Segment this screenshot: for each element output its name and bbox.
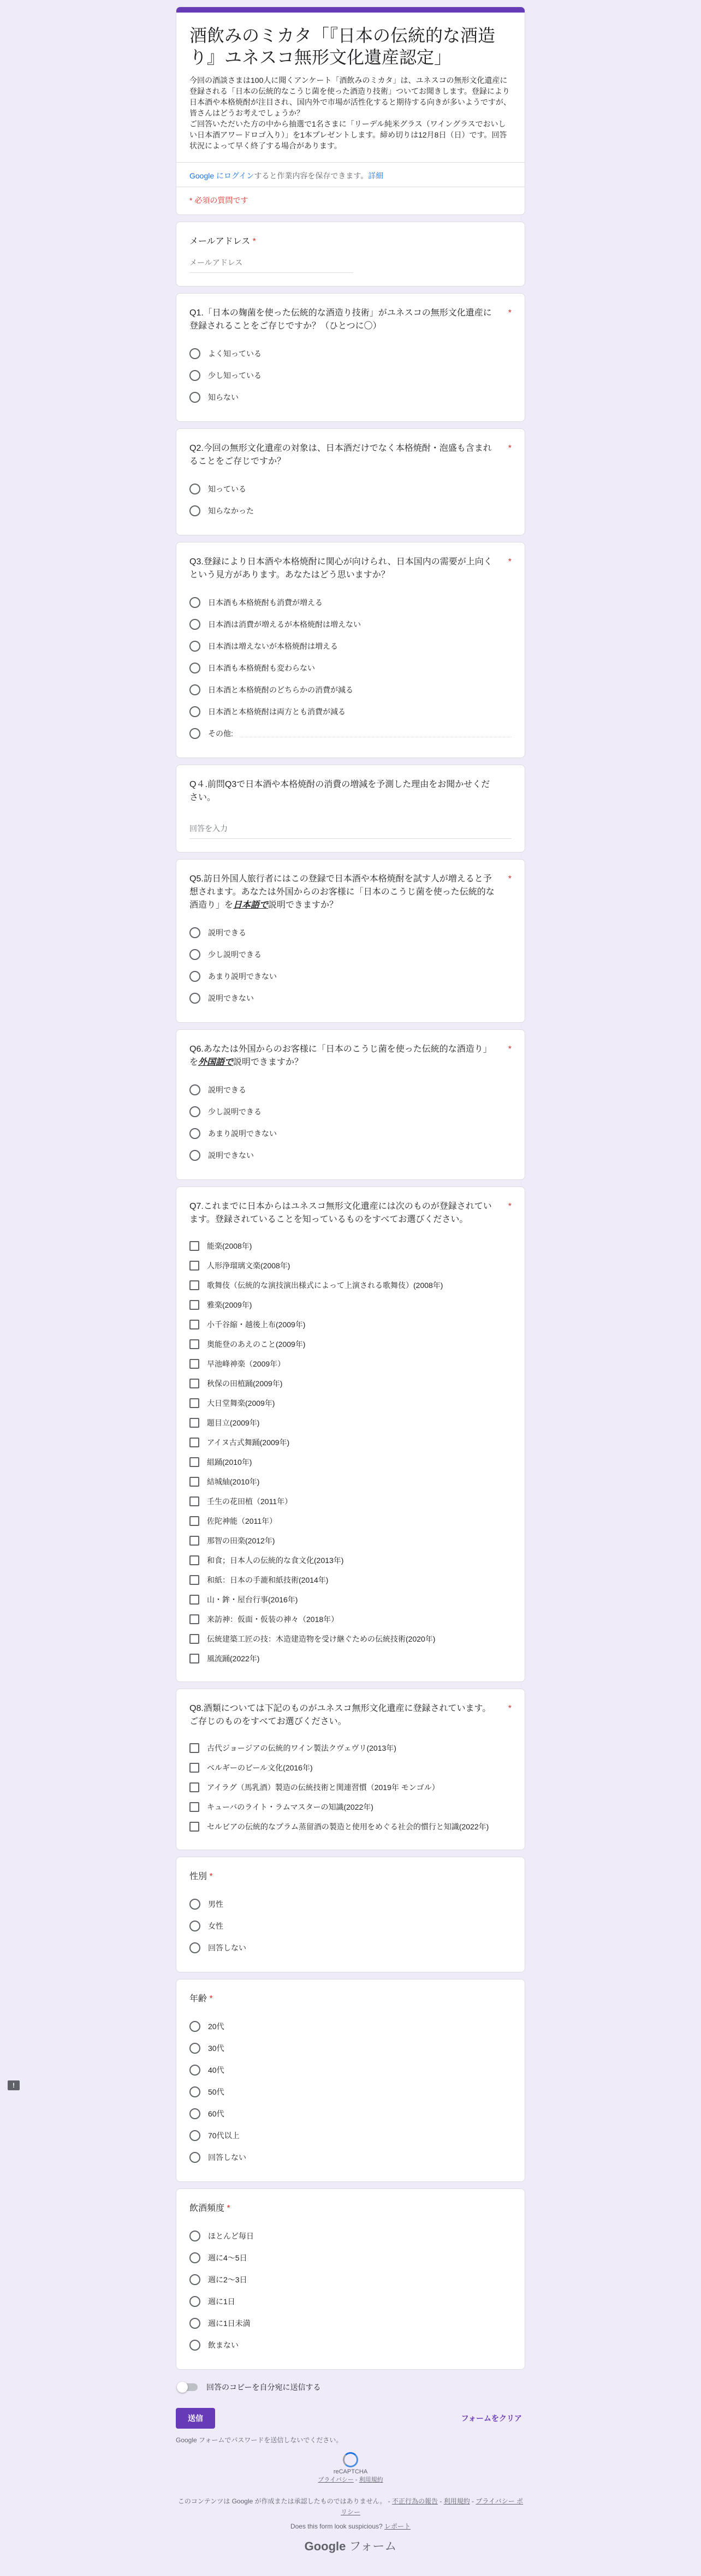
option-label: 女性 (208, 1922, 223, 1930)
option-label: よく知っている (208, 349, 262, 358)
checkbox[interactable] (189, 1261, 199, 1271)
radio-option[interactable] (189, 1101, 512, 1123)
suspicious-text: Does this form look suspicious? (290, 2523, 385, 2530)
checkbox-option[interactable] (189, 1295, 512, 1315)
option-label: 50代 (208, 2088, 224, 2096)
feedback-icon[interactable]: ! (8, 2080, 20, 2090)
question-title-post: 説明できますか？ (268, 901, 338, 910)
question-title: 飲酒頻度 (189, 2204, 225, 2213)
question-title: Q2.今回の無形文化遺産の対象は、日本酒だけでなく本格焼酎・泡盛も含まれることをご存じですか？ (189, 444, 492, 466)
option-label: 説明できない (208, 994, 254, 1003)
option-label: その他: (208, 729, 233, 738)
checkbox-option[interactable] (189, 1629, 512, 1649)
checkbox[interactable] (189, 1516, 199, 1526)
question-card-gender (176, 1857, 525, 1972)
radio-option[interactable] (189, 365, 512, 386)
checkbox[interactable] (189, 1614, 199, 1624)
radio-button[interactable] (189, 641, 200, 652)
checkbox[interactable] (189, 1438, 199, 1447)
option-label: 小千谷縮・越後上布(2009年) (207, 1320, 306, 1329)
checkbox[interactable] (189, 1477, 199, 1487)
radio-button[interactable] (189, 1084, 200, 1095)
login-link[interactable]: Google にログイン (189, 171, 254, 180)
checkbox[interactable] (189, 1398, 199, 1408)
option-label: 飲まない (208, 2341, 239, 2350)
option-label: 人形浄瑠璃文楽(2008年) (207, 1261, 290, 1270)
option-label: 題目立(2009年) (207, 1418, 260, 1427)
login-row (176, 163, 525, 187)
checkbox-option[interactable] (189, 1649, 512, 1668)
submit-row (176, 2408, 525, 2429)
option-label: 週に1日未満 (208, 2319, 251, 2328)
question-card-q1 (176, 293, 525, 422)
question-title-emphasis: 外国語で (198, 1058, 234, 1067)
option-label: 壬生の花田植（2011年） (207, 1497, 293, 1506)
question-card-q4 (176, 765, 525, 852)
required-star: * (508, 308, 512, 318)
radio-option[interactable] (189, 701, 512, 723)
radio-button[interactable] (189, 2108, 200, 2119)
email-card (176, 222, 525, 287)
option-label: 大日堂舞楽(2009年) (207, 1399, 275, 1408)
recaptcha-privacy-link[interactable]: プライバシー (318, 2477, 354, 2483)
radio-option[interactable] (189, 922, 512, 944)
email-title: メールアドレス (189, 237, 251, 246)
option-label: 日本酒と本格焼酎のどちらかの消費が減る (208, 685, 353, 694)
disclaimer-text: このコンテンツは Google が作成または承認したものではありません。 - (177, 2497, 393, 2505)
option-label: 能楽(2008年) (207, 1242, 252, 1250)
option-label: 回答しない (208, 2153, 246, 2162)
option-label: ほとんど毎日 (208, 2232, 254, 2240)
checkbox-option[interactable] (189, 1433, 512, 1452)
radio-button[interactable] (189, 1942, 200, 1953)
radio-button[interactable] (189, 392, 200, 403)
radio-option[interactable] (189, 2291, 512, 2312)
radio-button[interactable] (189, 993, 200, 1004)
radio-button[interactable] (189, 2086, 200, 2097)
checkbox[interactable] (189, 1743, 199, 1753)
separator: - (353, 2477, 359, 2483)
checkbox-option[interactable] (189, 1797, 512, 1817)
checkbox-option[interactable] (189, 1275, 512, 1295)
radio-option[interactable] (189, 657, 512, 679)
submit-button[interactable]: 送信 (176, 2408, 215, 2429)
option-label: 知らない (208, 393, 239, 402)
report-link[interactable]: レポート (384, 2523, 411, 2530)
checkbox-option[interactable] (189, 1817, 512, 1836)
radio-option[interactable] (189, 1079, 512, 1101)
send-copy-toggle[interactable] (178, 2383, 198, 2391)
option-label: 週に1日 (208, 2297, 235, 2306)
checkbox[interactable] (189, 1555, 199, 1565)
separator: - (438, 2497, 444, 2505)
checkbox-option[interactable] (189, 1452, 512, 1472)
checkbox-option[interactable] (189, 1393, 512, 1413)
send-copy-row[interactable] (176, 2376, 525, 2398)
radio-option[interactable] (189, 2081, 512, 2103)
password-warning: Google フォームでパスワードを送信しないでください。 (176, 2436, 343, 2444)
radio-button[interactable] (189, 2231, 200, 2241)
question-title: Q7.これまでに日本からはユネスコ無形文化遺産には次のものが登録されています。登録されていることを知っているものをすべてお選びください。 (189, 1202, 492, 1224)
question-card-q5 (176, 859, 525, 1023)
radio-button[interactable] (189, 2296, 200, 2307)
radio-button[interactable] (189, 927, 200, 938)
option-label: 70代以上 (208, 2131, 240, 2140)
checkbox-option[interactable] (189, 1758, 512, 1778)
form-header-card (176, 7, 525, 215)
required-star: * (209, 1994, 213, 2003)
radio-option[interactable] (189, 2103, 512, 2125)
radio-option[interactable] (189, 1123, 512, 1144)
checkbox-option[interactable] (189, 1590, 512, 1609)
radio-option[interactable] (189, 965, 512, 987)
option-label: 40代 (208, 2066, 224, 2074)
checkbox[interactable] (189, 1595, 199, 1605)
radio-button[interactable] (189, 1899, 200, 1910)
required-star: * (508, 874, 512, 884)
form-container (176, 0, 525, 2576)
checkbox-option[interactable] (189, 1492, 512, 1511)
option-label: 歌舞伎（伝統的な演技演出様式によって上演される歌舞伎）(2008年) (207, 1281, 443, 1290)
option-label: 雅楽(2009年) (207, 1301, 252, 1309)
question-card-drinking-frequency (176, 2189, 525, 2370)
checkbox-option[interactable] (189, 1609, 512, 1629)
radio-option[interactable] (189, 478, 512, 500)
required-star: * (252, 237, 256, 246)
question-card-q3 (176, 542, 525, 758)
option-label: 60代 (208, 2109, 224, 2118)
radio-button[interactable] (189, 2340, 200, 2351)
checkbox-option[interactable] (189, 1315, 512, 1334)
option-label: 和紙：日本の手漉和紙技術(2014年) (207, 1576, 329, 1584)
forms-wordmark: フォーム (346, 2539, 397, 2553)
login-detail-link[interactable]: 詳細 (368, 171, 384, 180)
option-label: 男性 (208, 1900, 223, 1909)
radio-button[interactable] (189, 949, 200, 960)
required-star: * (227, 2204, 230, 2213)
checkbox[interactable] (189, 1241, 199, 1251)
form-description: 今回の酒談さまは100人に聞くアンケート「酒飲みのミカタ」は、ユネスコの無形文化遺産に登録される「日本の伝統的なこうじ菌を使った酒造り技術」ついてお聞きします。登録により日本酒や本格焼酎が注目され、国内外で市場が活性化すると期待する向きが多いようですが、皆さんはどうお考えでしょうか？ ご回答いただいた方の中から抽選で1名さまに「リーデル純米グラス（ワイングラスでおいしい日本酒アワードロゴ入り）」を1本プレゼントします。締め切りは12月8日（日）です。回答状況によって早く終了する場合があります。 (189, 76, 511, 150)
option-label: 説明できない (208, 1151, 254, 1160)
radio-option[interactable] (189, 2334, 512, 2356)
question-title: 性別 (189, 1872, 207, 1881)
radio-option[interactable] (189, 2225, 512, 2247)
checkbox[interactable] (189, 1359, 199, 1369)
radio-option[interactable] (189, 500, 512, 522)
option-label: 日本酒は消費が増えるが本格焼酎は増えない (208, 620, 361, 629)
question-card-q2 (176, 428, 525, 535)
option-label: セルビアの伝統的なプラム蒸留酒の製造と使用をめぐる社会的慣行と知識(2022年) (207, 1822, 489, 1831)
option-label: キューバのライト・ラムマスターの知識(2022年) (207, 1803, 373, 1811)
separator: - (470, 2497, 476, 2505)
question-card-q6 (176, 1029, 525, 1180)
terms-link[interactable]: 利用規約 (443, 2497, 470, 2505)
required-star: * (508, 1202, 512, 1211)
radio-button[interactable] (189, 1128, 200, 1139)
option-label: 来訪神：仮面・仮装の神々（2018年） (207, 1615, 339, 1624)
option-label: あまり説明できない (208, 972, 277, 981)
radio-option[interactable] (189, 2016, 512, 2037)
checkbox[interactable] (189, 1763, 199, 1773)
checkbox[interactable] (189, 1536, 199, 1546)
question-title-post: 説明できますか？ (233, 1058, 304, 1067)
radio-button[interactable] (189, 2130, 200, 2141)
option-label: 週に4〜5日 (208, 2253, 247, 2262)
radio-button[interactable] (189, 684, 200, 695)
checkbox[interactable] (189, 1418, 199, 1428)
google-wordmark: Google (304, 2539, 346, 2553)
email-field[interactable]: メールアドレス (189, 254, 353, 273)
checkbox[interactable] (189, 1300, 199, 1310)
checkbox[interactable] (189, 1634, 199, 1644)
option-label: 少し説明できる (208, 1107, 262, 1116)
radio-option[interactable] (189, 679, 512, 701)
option-label: 伝統建築工匠の技：木造建造物を受け継ぐための伝統技術(2020年) (207, 1635, 436, 1643)
radio-option[interactable] (189, 1144, 512, 1166)
checkbox[interactable] (189, 1802, 199, 1812)
checkbox-option[interactable] (189, 1570, 512, 1590)
question-title: Q４.前問Q3で日本酒や本格焼酎の消費の増減を予測した理由をお聞かせください。 (189, 780, 490, 802)
privacy-link[interactable]: プライバシー ポリシー (340, 2497, 524, 2516)
radio-button[interactable] (189, 663, 200, 673)
radio-button[interactable] (189, 619, 200, 630)
required-star: * (508, 444, 512, 453)
option-label: 秋保の田植踊(2009年) (207, 1379, 283, 1388)
other-text-input[interactable] (240, 730, 512, 737)
required-star: * (508, 1045, 512, 1054)
radio-button[interactable] (189, 2252, 200, 2263)
option-label: 20代 (208, 2022, 224, 2031)
checkbox[interactable] (189, 1496, 199, 1506)
option-label: 組踊(2010年) (207, 1458, 252, 1466)
checkbox-option[interactable] (189, 1472, 512, 1492)
option-label: 日本酒と本格焼酎は両方とも消費が減る (208, 707, 346, 716)
option-label: 古代ジョージアの伝統的ワイン製法クヴェヴリ(2013年) (207, 1744, 396, 1752)
option-label: 週に2〜3日 (208, 2275, 247, 2284)
option-label: アイラグ（馬乳酒）製造の伝統技術と関連習慣（2019年 モンゴル） (207, 1783, 439, 1792)
option-label: 風流踊(2022年) (207, 1654, 260, 1663)
radio-option[interactable] (189, 2037, 512, 2059)
recaptcha-icon (343, 2452, 358, 2467)
option-label: ベルギーのビール文化(2016年) (207, 1763, 313, 1772)
question-card-age (176, 1979, 525, 2182)
option-label: あまり説明できない (208, 1129, 277, 1138)
report-abuse-link[interactable]: 不正行為の報告 (392, 2497, 438, 2505)
radio-option[interactable] (189, 635, 512, 657)
radio-button[interactable] (189, 1106, 200, 1117)
footer-disclaimer (176, 2496, 525, 2518)
radio-option[interactable] (189, 944, 512, 965)
radio-button[interactable] (189, 706, 200, 717)
option-label: 少し説明できる (208, 950, 262, 959)
recaptcha-badge (176, 2452, 525, 2484)
option-label: 説明できる (208, 1086, 246, 1094)
radio-button[interactable] (189, 505, 200, 516)
send-copy-label: 回答のコピーを自分宛に送信する (206, 2383, 321, 2392)
checkbox-option[interactable] (189, 1551, 512, 1570)
option-label: 山・鉾・屋台行事(2016年) (207, 1595, 298, 1604)
question-title-pre: Q6.あなたは外国からのお客様に「日本のこうじ菌を使った伝統的な酒造り」を (189, 1045, 492, 1067)
checkbox-option[interactable] (189, 1374, 512, 1393)
radio-button[interactable] (189, 1921, 200, 1931)
option-label: 和食；日本人の伝統的な食文化(2013年) (207, 1556, 344, 1565)
radio-button[interactable] (189, 484, 200, 494)
option-label: 佐陀神能（2011年） (207, 1517, 277, 1525)
checkbox[interactable] (189, 1457, 199, 1467)
radio-button[interactable] (189, 348, 200, 359)
question-card-q7 (176, 1186, 525, 1682)
required-star: * (508, 1704, 512, 1713)
checkbox[interactable] (189, 1782, 199, 1792)
checkbox-option[interactable] (189, 1531, 512, 1551)
question-card-q8 (176, 1689, 525, 1850)
radio-button[interactable] (189, 2318, 200, 2329)
question-title: 年齢 (189, 1994, 207, 2003)
suspicious-row (176, 2521, 525, 2532)
checkbox-option[interactable] (189, 1511, 512, 1531)
recaptcha-terms-link[interactable]: 利用規約 (359, 2477, 383, 2483)
option-label: 知らなかった (208, 506, 254, 515)
radio-option[interactable] (189, 2146, 512, 2168)
option-label: 早池峰神楽（2009年） (207, 1359, 286, 1368)
radio-option[interactable] (189, 987, 512, 1009)
radio-button[interactable] (189, 597, 200, 608)
option-label: 少し知っている (208, 371, 262, 380)
option-label: 那智の田楽(2012年) (207, 1536, 275, 1545)
answer-input[interactable]: 回答を入力 (189, 820, 512, 839)
radio-option[interactable] (189, 1893, 512, 1915)
login-text: すると作業内容を保存できます。 (254, 171, 369, 180)
checkbox[interactable] (189, 1379, 199, 1388)
option-label: 結城紬(2010年) (207, 1477, 260, 1486)
question-title-pre: Q5.訪日外国人旅行者にはこの登録で日本酒や本格焼酎を試す人が増えると予想されます。あなたは外国からのお客様に「日本のこうじ菌を使った伝統的な酒造り」を (189, 874, 495, 910)
radio-option[interactable] (189, 2269, 512, 2291)
option-label: アイヌ古式舞踊(2009年) (207, 1438, 290, 1447)
clear-form-button[interactable]: フォームをクリア (461, 2414, 522, 2423)
radio-option[interactable] (189, 343, 512, 365)
checkbox-option[interactable] (189, 1413, 512, 1433)
option-label: 回答しない (208, 1943, 246, 1952)
checkbox[interactable] (189, 1320, 199, 1329)
radio-button[interactable] (189, 2274, 200, 2285)
recaptcha-label: reCAPTCHA (333, 2468, 368, 2475)
checkbox-option[interactable] (189, 1778, 512, 1797)
radio-option[interactable] (189, 1937, 512, 1959)
radio-button[interactable] (189, 728, 200, 739)
radio-option[interactable] (189, 592, 512, 613)
form-title: 酒飲みのミカタ「『日本の伝統的な酒造り』ユネスコ無形文化遺産認定」 (189, 26, 496, 67)
option-label: 日本酒も本格焼酎も変わらない (208, 664, 315, 672)
required-note: * 必須の質問です (189, 196, 248, 205)
radio-option[interactable] (189, 2247, 512, 2269)
option-label: 説明できる (208, 928, 246, 937)
checkbox-option[interactable] (189, 1738, 512, 1758)
radio-option[interactable] (189, 1915, 512, 1937)
radio-option[interactable] (189, 2312, 512, 2334)
checkbox[interactable] (189, 1822, 199, 1832)
checkbox[interactable] (189, 1280, 199, 1290)
radio-button[interactable] (189, 370, 200, 381)
required-star: * (508, 557, 512, 567)
checkbox-option[interactable] (189, 1334, 512, 1354)
header-accent-bar (176, 7, 525, 13)
question-title: Q8.酒類については下記のものがユネスコ無形文化遺産に登録されています。ご存じのものをすべてお選びください。 (189, 1704, 491, 1726)
radio-button[interactable] (189, 2043, 200, 2054)
option-label: 30代 (208, 2044, 224, 2053)
checkbox-option[interactable] (189, 1256, 512, 1275)
checkbox[interactable] (189, 1654, 199, 1663)
option-label: 奥能登のあえのこと(2009年) (207, 1340, 306, 1349)
radio-button[interactable] (189, 971, 200, 982)
checkbox[interactable] (189, 1575, 199, 1585)
option-label: 日本酒は増えないが本格焼酎は増える (208, 642, 338, 651)
google-forms-logo[interactable] (176, 2537, 525, 2554)
toggle-knob (177, 2382, 188, 2393)
radio-option[interactable] (189, 2125, 512, 2146)
checkbox-option[interactable] (189, 1236, 512, 1256)
option-label: 日本酒も本格焼酎も消費が増える (208, 598, 323, 607)
question-title: Q3.登録により日本酒や本格焼酎に関心が向けられ、日本国内の需要が上向くという見方があります。あなたはどう思いますか？ (189, 557, 492, 580)
radio-option-other[interactable] (189, 723, 512, 744)
radio-button[interactable] (189, 2152, 200, 2163)
radio-button[interactable] (189, 2065, 200, 2076)
checkbox[interactable] (189, 1339, 199, 1349)
radio-option[interactable] (189, 386, 512, 408)
radio-button[interactable] (189, 1150, 200, 1161)
option-label: 知っている (208, 485, 246, 493)
required-star: * (209, 1872, 213, 1881)
radio-option[interactable] (189, 613, 512, 635)
radio-button[interactable] (189, 2021, 200, 2032)
checkbox-option[interactable] (189, 1354, 512, 1374)
radio-option[interactable] (189, 2059, 512, 2081)
question-title-emphasis: 日本語で (233, 901, 269, 910)
question-title: Q1.「日本の麹菌を使った伝統的な酒造り技術」がユネスコの無形文化遺産に登録されることをご存じですか？（ひとつに〇） (189, 308, 492, 331)
